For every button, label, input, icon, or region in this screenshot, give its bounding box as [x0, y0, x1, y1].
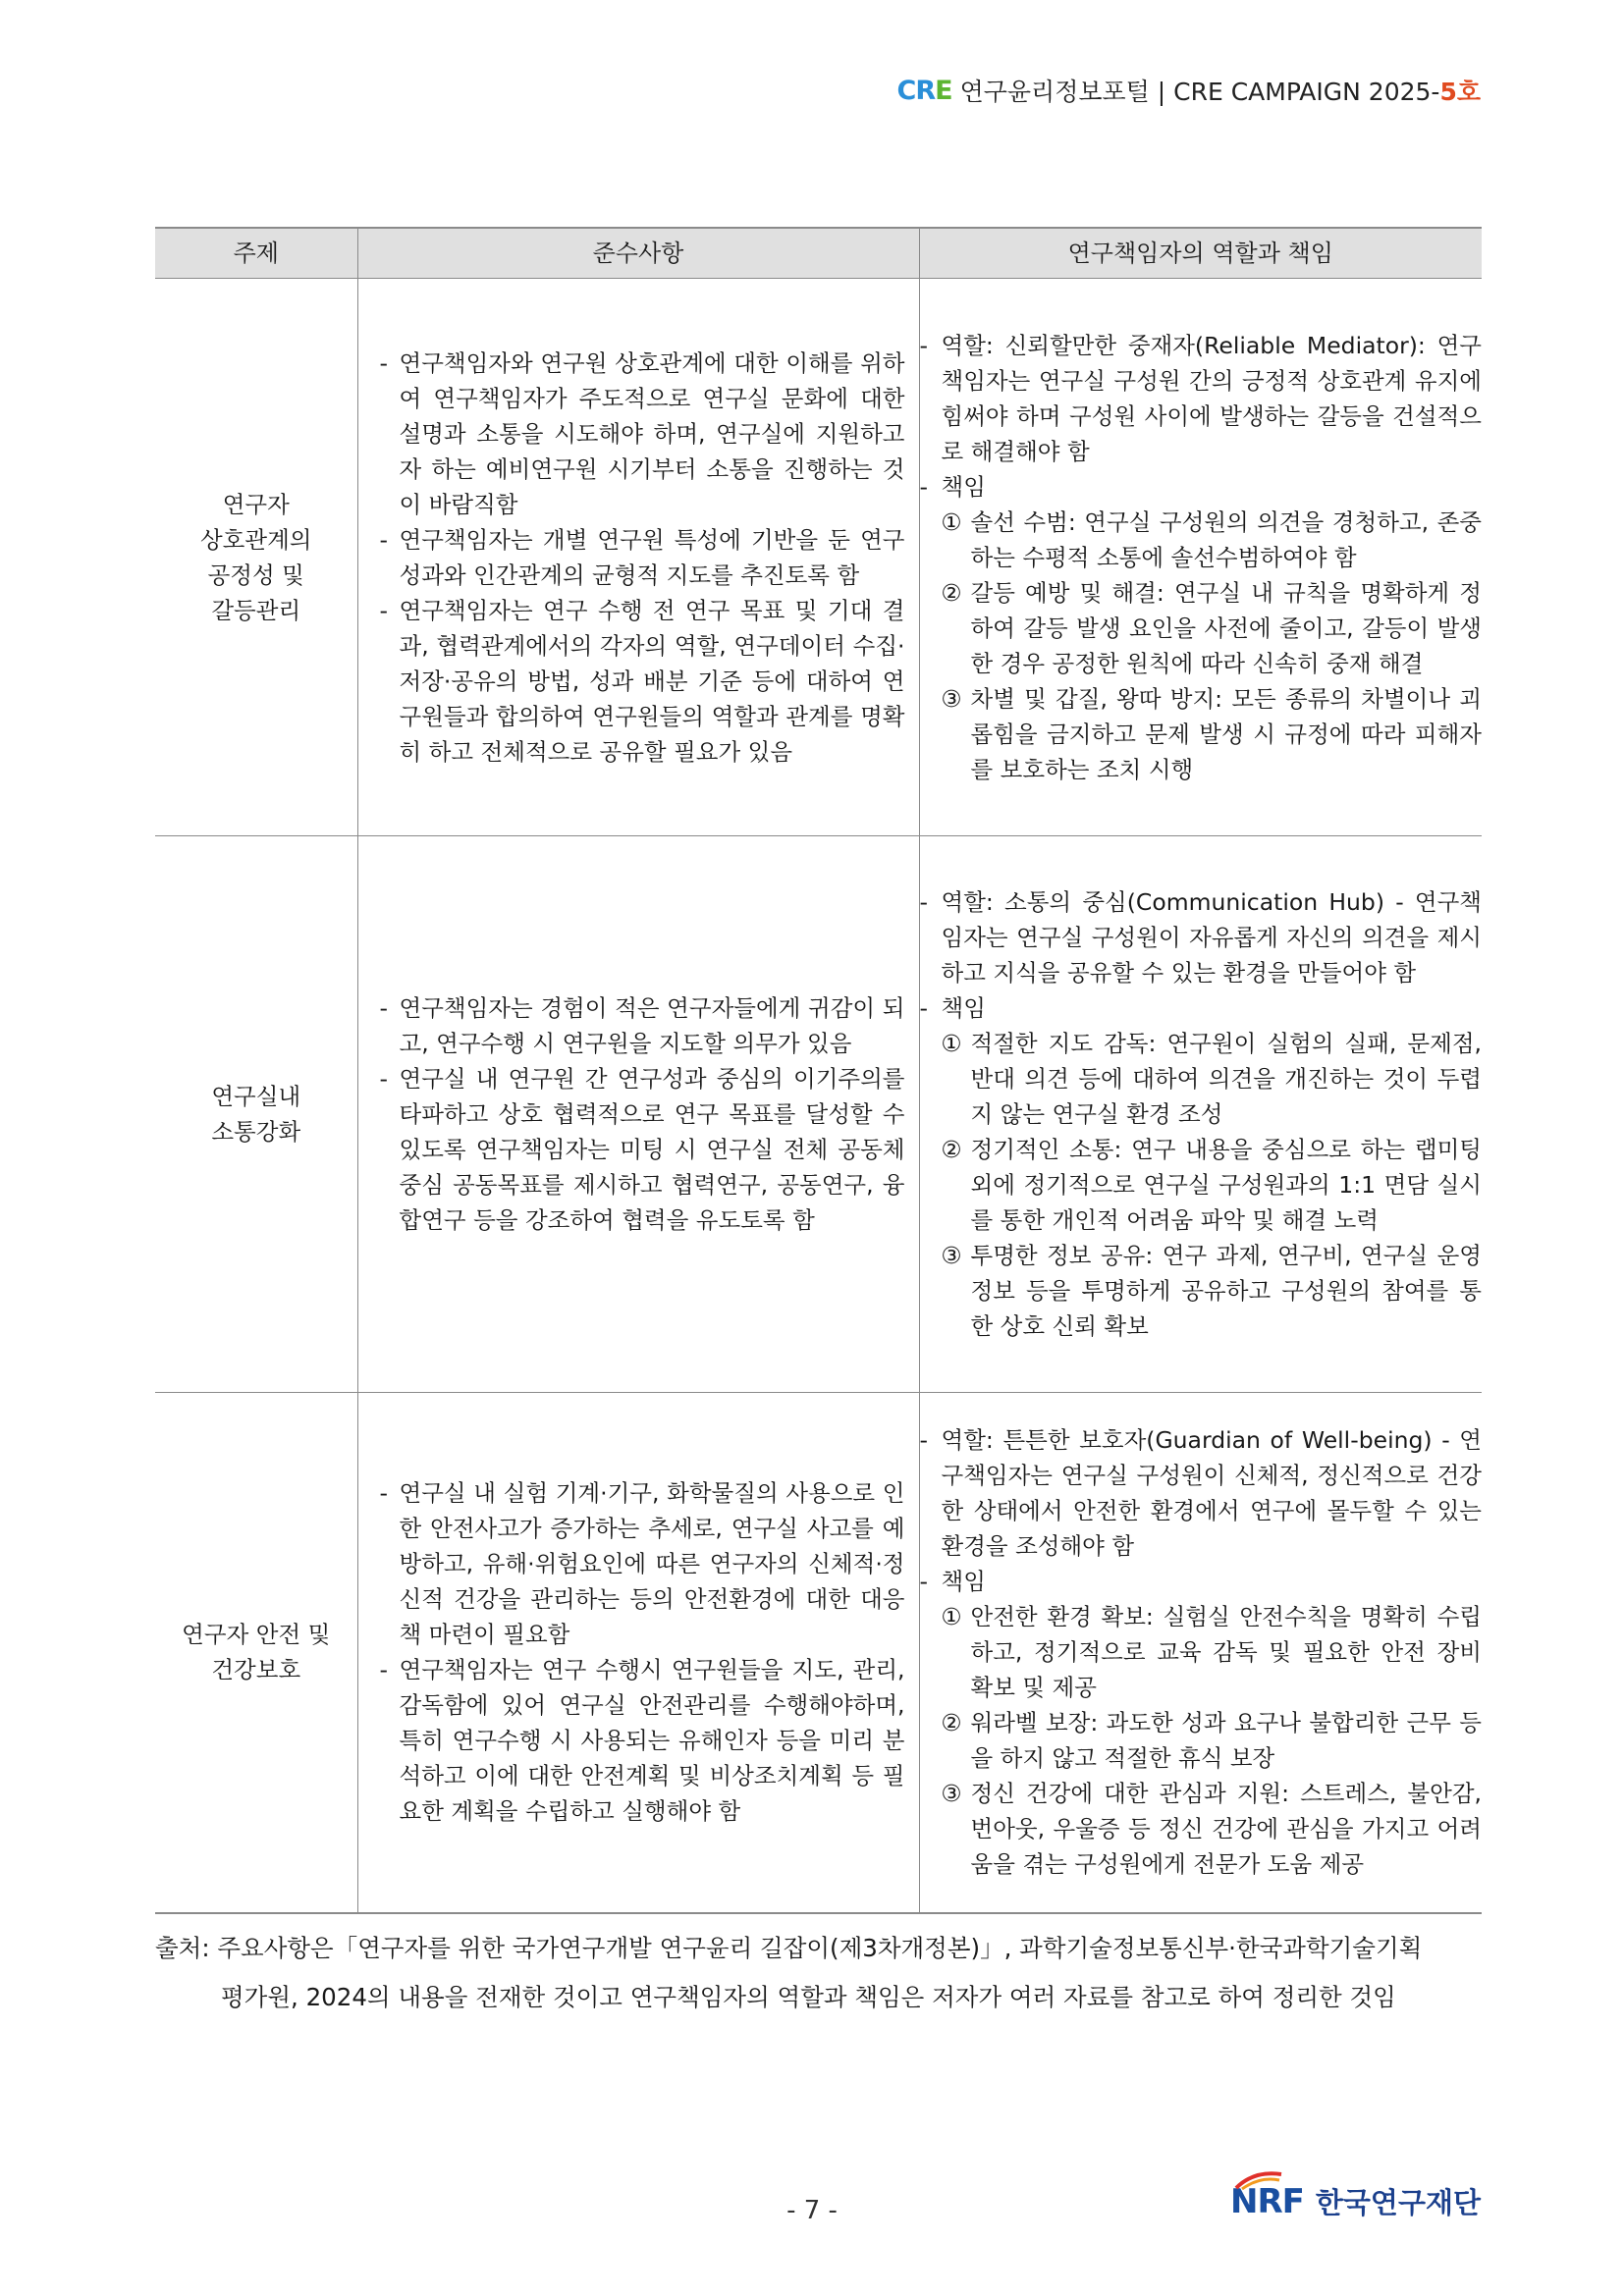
- resp-label-text: 책임: [941, 1568, 986, 1596]
- role-item: - 역할: 신뢰할만한 중재자(Reliable Mediator): 연구책임자는 연구실 구성원 간의 긍정적 상호관계 유지에 힘써야 하며 구성원 사이에 발생하는 갈등을 건설적으로 해결해야 함: [919, 331, 1482, 465]
- role-item: - 역할: 튼튼한 보호자(Guardian of Well-being) - 연구책임자는 연구실 구성원이 신체적, 정신적으로 건강한 상태에서 안전한 환경에서 연구에 몰두할 수 있는 환경을 조성해야 함: [919, 1426, 1482, 1561]
- topic-line: 연구자: [222, 490, 290, 518]
- resp-marker: ②: [941, 1709, 962, 1737]
- source-note: [155, 1924, 1483, 2022]
- resp-marker: ②: [941, 578, 962, 607]
- table-row: [155, 1393, 1482, 1913]
- resp-item: [942, 1238, 1483, 1344]
- resp-marker: ①: [941, 1603, 962, 1631]
- resp-text: 갈등 예방 및 해결: 연구실 내 규칙을 명확하게 정하여 갈등 발생 요인을 사전에 줄이고, 갈등이 발생한 경우 공정한 원칙에 따라 신속히 중재 해결: [970, 578, 1482, 677]
- compliance-cell: [357, 1393, 919, 1913]
- topic-cell: [155, 836, 357, 1393]
- topic-line: 갈등관리: [211, 596, 301, 624]
- resp-text: 정신 건강에 대한 관심과 지원: 스트레스, 불안감, 번아웃, 우울증 등 정신 건강에 관심을 가지고 어려움을 겪는 구성원에게 전문가 도움 제공: [970, 1780, 1482, 1879]
- page-header: [897, 73, 1481, 108]
- role-item: - 역할: 소통의 중심(Communication Hub) - 연구책임자는 연구실 구성원이 자유롭게 자신의 의견을 제시하고 지식을 공유할 수 있는 환경을 만들어야 함: [919, 888, 1482, 987]
- resp-marker: ②: [941, 1136, 962, 1163]
- role-cell: [919, 836, 1482, 1393]
- compliance-item: - 연구책임자는 경험이 적은 연구자들에게 귀감이 되고, 연구수행 시 연구원을 지도할 의무가 있음: [380, 990, 905, 1061]
- topic-line: 공정성 및: [207, 561, 304, 589]
- topic-line: 연구실내: [211, 1083, 301, 1110]
- resp-text: 차별 및 갑질, 왕따 방지: 모든 종류의 차별이나 괴롭힘을 금지하고 문제 발생 시 규정에 따라 피해자를 보호하는 조치 시행: [970, 684, 1482, 783]
- resp-marker: ③: [941, 684, 962, 713]
- resp-marker: ①: [941, 1030, 962, 1057]
- resp-item: [942, 1705, 1483, 1776]
- resp-marker: ③: [941, 1242, 962, 1269]
- resp-marker: ③: [941, 1780, 962, 1808]
- compliance-item: - 연구실 내 실험 기계·기구, 화학물질의 사용으로 인한 안전사고가 증가하는 추세로, 연구실 사고를 예방하고, 유해·위험요인에 따른 연구자의 신체적·정신적 건강을 관리하는 등의 안전환경에 대한 대응책 마련이 필요함: [380, 1475, 905, 1652]
- resp-item: [942, 1132, 1483, 1238]
- role-text: 역할: 소통의 중심(Communication Hub) - 연구책임자는 연구실 구성원이 자유롭게 자신의 의견을 제시하고 지식을 공유할 수 있는 환경을 만들어야 함: [941, 888, 1482, 987]
- role-text: 역할: 신뢰할만한 중재자(Reliable Mediator): 연구책임자는 연구실 구성원 간의 긍정적 상호관계 유지에 힘써야 하며 구성원 사이에 발생하는 갈등을 건설적으로 해결해야 함: [941, 331, 1482, 465]
- table-header-row: [155, 228, 1482, 279]
- nrf-mark-text: NRF: [1230, 2181, 1304, 2221]
- portal-title: 연구윤리정보포털 | CRE CAMPAIGN 2025-: [959, 78, 1440, 106]
- header-topic: 주제: [155, 228, 357, 279]
- header-compliance: 준수사항: [357, 228, 919, 279]
- resp-text: 투명한 정보 공유: 연구 과제, 연구비, 연구실 운영 정보 등을 투명하게 공유하고 구성원의 참여를 통한 상호 신뢰 확보: [970, 1242, 1482, 1340]
- resp-text: 솔선 수범: 연구실 구성원의 의견을 경청하고, 존중하는 수평적 소통에 솔선수범하여야 함: [970, 507, 1482, 571]
- role-cell: [919, 279, 1482, 836]
- topic-line: 소통강화: [211, 1118, 301, 1146]
- resp-text: 정기적인 소통: 연구 내용을 중심으로 하는 랩미팅 외에 정기적으로 연구실 구성원과의 1:1 면담 실시를 통한 개인적 어려움 파악 및 해결 노력: [970, 1136, 1482, 1234]
- table-row: [155, 836, 1482, 1393]
- cre-logo: CRE: [896, 75, 952, 106]
- resp-item: [942, 681, 1483, 787]
- header-role: 연구책임자의 역할과 책임: [919, 228, 1482, 279]
- swoosh-icon: [1234, 2168, 1283, 2190]
- topic-cell: [155, 1393, 357, 1913]
- resp-item: [942, 1599, 1483, 1705]
- compliance-cell: [357, 279, 919, 836]
- source-line-2: 평가원, 2024의 내용을 전재한 것이고 연구책임자의 역할과 책임은 저자가 여러 자료를 참고로 하여 정리한 것임: [221, 1983, 1396, 2011]
- resp-text: 안전한 환경 확보: 실험실 안전수칙을 명확히 수립하고, 정기적으로 교육 감독 및 필요한 안전 장비 확보 및 제공: [970, 1603, 1482, 1702]
- resp-label: - 책임: [919, 994, 986, 1022]
- page-number: - 7 -: [786, 2196, 838, 2225]
- table-row: [155, 279, 1482, 836]
- role-cell: [919, 1393, 1482, 1913]
- resp-item: [942, 1026, 1483, 1132]
- resp-text: 적절한 지도 감독: 연구원이 실험의 실패, 문제점, 반대 의견 등에 대하여 의견을 개진하는 것이 두렵지 않는 연구실 환경 조성: [970, 1030, 1482, 1128]
- role-text: 역할: 튼튼한 보호자(Guardian of Well-being) - 연구책임자는 연구실 구성원이 신체적, 정신적으로 건강한 상태에서 안전한 환경에서 연구에 몰두할 수 있는 환경을 조성해야 함: [941, 1426, 1482, 1561]
- resp-item: [942, 505, 1483, 575]
- resp-label-text: 책임: [941, 994, 986, 1022]
- compliance-item: - 연구책임자는 연구 수행시 연구원들을 지도, 관리, 감독함에 있어 연구실 안전관리를 수행해야하며, 특히 연구수행 시 사용되는 유해인자 등을 미리 분석하고 이에 대한 안전계획 및 비상조치계획 등 필요한 계획을 수립하고 실행해야 함: [380, 1652, 905, 1829]
- topic-line: 상호관계의: [199, 525, 312, 554]
- topic-line: 건강보호: [211, 1656, 301, 1684]
- resp-label: - 책임: [919, 1568, 986, 1596]
- topic-line: 연구자 안전 및: [182, 1621, 331, 1649]
- compliance-item: - 연구책임자와 연구원 상호관계에 대한 이해를 위하여 연구책임자가 주도적으로 연구실 문화에 대한 설명과 소통을 시도해야 하며, 연구실에 지원하고자 하는 예비연구원 시기부터 소통을 진행하는 것이 바람직함: [380, 346, 905, 522]
- nrf-org-name: 한국연구재단: [1315, 2186, 1481, 2219]
- resp-label-text: 책임: [941, 472, 986, 501]
- compliance-item: - 연구책임자는 개별 연구원 특성에 기반을 둔 연구 성과와 인간관계의 균형적 지도를 추진토록 함: [380, 522, 905, 593]
- compliance-cell: [357, 836, 919, 1393]
- compliance-item: - 연구책임자는 연구 수행 전 연구 목표 및 기대 결과, 협력관계에서의 각자의 역할, 연구데이터 수집·저장·공유의 방법, 성과 배분 기준 등에 대하여 연구원들과 합의하여 연구원들의 역할과 관계를 명확히 하고 전체적으로 공유할 필요가 있음: [380, 593, 905, 770]
- resp-marker: ①: [941, 507, 962, 536]
- source-line-1: 출처: 주요사항은「연구자를 위한 국가연구개발 연구윤리 길잡이(제3차개정본)」, 과학기술정보통신부·한국과학기술기획: [155, 1934, 1423, 1962]
- nrf-mark: [1230, 2182, 1304, 2221]
- issue-number: 5호: [1439, 78, 1481, 106]
- resp-item: [942, 575, 1483, 681]
- resp-item: [942, 1776, 1483, 1882]
- resp-label: - 책임: [919, 472, 986, 501]
- topic-cell: [155, 279, 357, 836]
- compliance-item: - 연구실 내 연구원 간 연구성과 중심의 이기주의를 타파하고 상호 협력적으로 연구 목표를 달성할 수 있도록 연구책임자는 미팅 시 연구실 전체 공동체 중심 공동목표를 제시하고 협력연구, 공동연구, 융합연구 등을 강조하여 협력을 유도토록 함: [380, 1061, 905, 1238]
- nrf-logo: [1230, 2181, 1481, 2221]
- resp-text: 워라벨 보장: 과도한 성과 요구나 불합리한 근무 등을 하지 않고 적절한 휴식 보장: [970, 1709, 1482, 1773]
- ethics-table: [155, 227, 1482, 1914]
